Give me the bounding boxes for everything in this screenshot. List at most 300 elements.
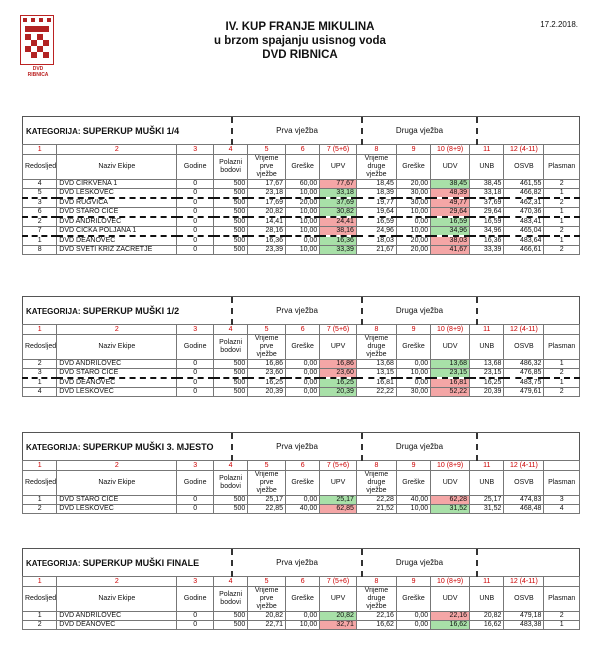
column-number: 6 [286, 325, 320, 335]
column-header: Vrijeme prve vježbe [248, 155, 286, 180]
table-cell: 30,82 [320, 208, 357, 218]
column-number: 7 (5+6) [320, 325, 357, 335]
table-cell: 30,00 [396, 198, 430, 208]
table-cell: 20,82 [248, 208, 286, 218]
table-cell: 20,39 [248, 388, 286, 397]
column-header: OSVB [504, 587, 544, 612]
section-header [22, 548, 580, 576]
table-cell: 52,22 [431, 388, 470, 397]
table-cell: 500 [213, 378, 247, 388]
table-cell: DVD LESKOVEC [57, 189, 177, 199]
table-cell: 2 [544, 198, 580, 208]
table-cell: DVD LESKOVEC [57, 388, 177, 397]
table-row [23, 496, 580, 505]
table-cell: 470,36 [504, 208, 544, 218]
table-cell: 38,03 [431, 236, 470, 246]
table-cell: 461,55 [504, 180, 544, 189]
table-cell: 19,64 [356, 208, 396, 218]
logo-text [18, 66, 58, 78]
column-header: Vrijeme druge vježbe [356, 471, 396, 496]
table-cell: 22,85 [248, 505, 286, 514]
second-exercise-label: Druga vježba [363, 549, 478, 577]
table-cell: 0,00 [396, 217, 430, 227]
column-number: 2 [57, 325, 177, 335]
first-exercise-label: Prva vježba [233, 433, 363, 461]
table-cell: 0 [177, 496, 214, 505]
table-cell: 6 [23, 208, 57, 218]
table-cell: 38,16 [320, 227, 357, 237]
table-cell: 500 [213, 246, 247, 255]
category-label [23, 117, 233, 145]
table-cell: 10,00 [396, 369, 430, 379]
table-cell: 3 [23, 369, 57, 379]
table-cell: DVD ČIČKA POLJANA 1 [57, 227, 177, 237]
table-cell: 24,41 [320, 217, 357, 227]
table-cell: 21,67 [356, 246, 396, 255]
column-header: Redosljed [23, 587, 57, 612]
column-header: UPV [320, 587, 357, 612]
table-cell: 33,39 [320, 246, 357, 255]
table-cell: 2 [544, 246, 580, 255]
table-row [23, 621, 580, 630]
table-cell: 22,22 [356, 388, 396, 397]
table-cell: 23,15 [431, 369, 470, 379]
table-cell: DVD DEANOVEC [57, 236, 177, 246]
table-cell: 10,00 [286, 208, 320, 218]
column-header: Vrijeme druge vježbe [356, 155, 396, 180]
table-cell: 10,00 [396, 227, 430, 237]
table-cell: 48,39 [431, 189, 470, 199]
table-cell: DVD STARO ČIČE [57, 369, 177, 379]
table-cell: 16,25 [470, 378, 504, 388]
table-cell: 2 [544, 369, 580, 379]
column-number: 3 [177, 461, 214, 471]
table-cell: 2 [544, 388, 580, 397]
column-header: UNB [470, 335, 504, 360]
column-header: UNB [470, 471, 504, 496]
column-number: 8 [356, 577, 396, 587]
table-cell: 474,83 [504, 496, 544, 505]
column-number: 5 [248, 325, 286, 335]
table-cell: 500 [213, 496, 247, 505]
table-cell: 18,39 [356, 189, 396, 199]
column-header: UNB [470, 155, 504, 180]
table-cell: 77,67 [320, 180, 357, 189]
table-cell: 1 [544, 360, 580, 369]
table-cell: 0 [177, 378, 214, 388]
table-row [23, 246, 580, 255]
table-cell: 13,68 [356, 360, 396, 369]
table-cell: 16,62 [470, 621, 504, 630]
table-cell: 23,15 [470, 369, 504, 379]
table-cell: 25,17 [320, 496, 357, 505]
table-cell: 0 [177, 180, 214, 189]
results-table [22, 324, 580, 397]
table-cell: 1 [544, 217, 580, 227]
table-cell: 479,61 [504, 388, 544, 397]
table-cell: 20,39 [320, 388, 357, 397]
table-cell: 1 [544, 236, 580, 246]
table-cell: 0,00 [286, 378, 320, 388]
column-number-row [23, 325, 580, 335]
column-number: 3 [177, 577, 214, 587]
table-cell: 20,00 [396, 236, 430, 246]
table-row [23, 378, 580, 388]
column-header: Plasman [544, 335, 580, 360]
table-cell: 10,00 [286, 217, 320, 227]
table-cell: 18,45 [356, 180, 396, 189]
column-header: Greške [286, 155, 320, 180]
checkerboard-shield-icon [21, 16, 53, 64]
column-number: 2 [57, 577, 177, 587]
table-cell: 23,18 [248, 189, 286, 199]
table-cell: 0,00 [396, 612, 430, 621]
column-header: Greške [396, 587, 430, 612]
table-cell: 0,00 [286, 388, 320, 397]
table-cell: 49,77 [431, 198, 470, 208]
table-cell: 483,38 [504, 621, 544, 630]
kategorija-prefix: KATEGORIJA: [26, 307, 81, 316]
column-number: 8 [356, 325, 396, 335]
column-number [544, 145, 580, 155]
column-header: Godine [177, 155, 214, 180]
column-header: Naziv Ekipe [57, 587, 177, 612]
column-number: 11 [470, 461, 504, 471]
table-cell: 10,00 [396, 505, 430, 514]
category-title: SUPERKUP MUŠKI 3. MJESTO [82, 442, 214, 452]
table-cell: 16,36 [470, 236, 504, 246]
column-header: UPV [320, 335, 357, 360]
results-table [22, 460, 580, 514]
table-cell: 0 [177, 612, 214, 621]
column-number-row [23, 461, 580, 471]
column-number: 2 [57, 461, 177, 471]
table-cell: 8 [23, 246, 57, 255]
column-header-row [23, 471, 580, 496]
column-header: Plasman [544, 587, 580, 612]
column-number: 12 (4-11) [504, 461, 544, 471]
column-number: 9 [396, 577, 430, 587]
table-cell: 32,71 [320, 621, 357, 630]
column-header-row [23, 335, 580, 360]
table-cell: 1 [544, 189, 580, 199]
table-cell: 30,00 [396, 189, 430, 199]
table-cell: 2 [23, 360, 57, 369]
dvd-ribnica-logo [20, 15, 54, 65]
table-cell: 0 [177, 208, 214, 218]
column-header: Naziv Ekipe [57, 155, 177, 180]
table-cell: 31,52 [470, 505, 504, 514]
table-cell: 22,28 [356, 496, 396, 505]
column-number: 11 [470, 577, 504, 587]
table-cell: DVD DEANOVEC [57, 621, 177, 630]
table-cell: 0,00 [286, 236, 320, 246]
table-cell: 20,82 [320, 612, 357, 621]
table-cell: 465,04 [504, 227, 544, 237]
table-cell: 25,17 [470, 496, 504, 505]
table-cell: 62,85 [320, 505, 357, 514]
table-cell: 23,60 [320, 369, 357, 379]
title-line3: DVD RIBNICA [262, 49, 338, 61]
table-cell: 0 [177, 236, 214, 246]
column-number-row [23, 145, 580, 155]
table-cell: 20,00 [396, 180, 430, 189]
table-cell: 16,59 [356, 217, 396, 227]
table-cell: 16,25 [248, 378, 286, 388]
column-number [544, 577, 580, 587]
table-cell: 16,86 [320, 360, 357, 369]
table-row [23, 612, 580, 621]
table-cell: 466,82 [504, 189, 544, 199]
column-header: Greške [396, 155, 430, 180]
table-row [23, 505, 580, 514]
column-header: OSVB [504, 155, 544, 180]
table-cell: 33,39 [470, 246, 504, 255]
column-number: 12 (4-11) [504, 577, 544, 587]
column-number: 7 (5+6) [320, 461, 357, 471]
column-number: 10 (8+9) [431, 577, 470, 587]
column-number: 3 [177, 145, 214, 155]
table-cell: 22,16 [356, 612, 396, 621]
second-exercise-label: Druga vježba [363, 297, 478, 325]
column-header: Vrijeme prve vježbe [248, 335, 286, 360]
column-number: 9 [396, 145, 430, 155]
column-number: 6 [286, 577, 320, 587]
table-cell: 4 [544, 505, 580, 514]
table-cell: 10,00 [286, 621, 320, 630]
column-header: Greške [286, 335, 320, 360]
table-cell: DVD STARO ČIČE [57, 496, 177, 505]
table-cell: 500 [213, 208, 247, 218]
table-cell: 38,45 [431, 180, 470, 189]
table-cell: 2 [23, 621, 57, 630]
table-cell: 1 [23, 378, 57, 388]
table-cell: 500 [213, 369, 247, 379]
second-exercise-label: Druga vježba [363, 433, 478, 461]
column-number: 6 [286, 461, 320, 471]
table-cell: DVD CIRKVENA 1 [57, 180, 177, 189]
table-cell: 62,28 [431, 496, 470, 505]
table-cell: 2 [23, 217, 57, 227]
table-cell: 29,64 [431, 208, 470, 218]
table-cell: 16,25 [320, 378, 357, 388]
table-cell: 34,96 [470, 227, 504, 237]
table-cell: 16,59 [470, 217, 504, 227]
category-label [23, 549, 233, 577]
table-cell: 24,96 [356, 227, 396, 237]
column-number: 10 (8+9) [431, 325, 470, 335]
table-cell: 16,81 [431, 378, 470, 388]
title-line2: u brzom spajanju usisnog voda [214, 35, 386, 47]
page-title [150, 20, 450, 62]
table-cell: 23,60 [248, 369, 286, 379]
table-row [23, 227, 580, 237]
column-header: Vrijeme druge vježbe [356, 335, 396, 360]
table-cell: 483,75 [504, 378, 544, 388]
column-header: UDV [431, 587, 470, 612]
column-number: 5 [248, 461, 286, 471]
table-cell: 0 [177, 360, 214, 369]
table-cell: 25,17 [248, 496, 286, 505]
column-number: 4 [213, 325, 247, 335]
column-header: Polazni bodovi [213, 155, 247, 180]
column-number: 1 [23, 145, 57, 155]
column-header: Plasman [544, 471, 580, 496]
column-header: Greške [286, 587, 320, 612]
column-header: UNB [470, 587, 504, 612]
page-header [0, 0, 600, 110]
logo-text-line1: DVD [32, 66, 44, 72]
title-line1: IV. KUP FRANJE MIKULINA [225, 21, 375, 33]
category-title: SUPERKUP MUŠKI 1/2 [82, 306, 180, 316]
table-cell: 3 [544, 496, 580, 505]
table-cell: DVD DEANOVEC [57, 378, 177, 388]
table-cell: 0,00 [396, 360, 430, 369]
column-header: Vrijeme druge vježbe [356, 587, 396, 612]
table-cell: 0 [177, 217, 214, 227]
table-cell: 41,67 [431, 246, 470, 255]
column-header: Polazni bodovi [213, 335, 247, 360]
section-header [22, 432, 580, 460]
table-cell: 500 [213, 180, 247, 189]
table-cell: 10,00 [286, 189, 320, 199]
table-cell: 1 [544, 208, 580, 218]
section-header [22, 296, 580, 324]
table-cell: 16,81 [356, 378, 396, 388]
category-section [22, 296, 580, 397]
column-header: UDV [431, 471, 470, 496]
table-row [23, 236, 580, 246]
column-header: Redosljed [23, 155, 57, 180]
column-header: Polazni bodovi [213, 587, 247, 612]
column-number: 7 (5+6) [320, 577, 357, 587]
table-cell: 4 [23, 180, 57, 189]
column-header: Vrijeme prve vježbe [248, 471, 286, 496]
first-exercise-label: Prva vježba [233, 297, 363, 325]
table-cell: 13,15 [356, 369, 396, 379]
table-cell: 500 [213, 505, 247, 514]
table-cell: 483,41 [504, 217, 544, 227]
table-cell: 20,00 [396, 246, 430, 255]
table-cell: 10,00 [286, 246, 320, 255]
table-cell: 20,00 [286, 198, 320, 208]
table-cell: 483,64 [504, 236, 544, 246]
table-cell: 0 [177, 369, 214, 379]
table-cell: DVD ANDRILOVEC [57, 217, 177, 227]
table-cell: 19,77 [356, 198, 396, 208]
table-cell: 500 [213, 198, 247, 208]
table-cell: 20,82 [470, 612, 504, 621]
table-cell: DVD STARO ČIČE [57, 208, 177, 218]
table-row [23, 208, 580, 218]
logo-text-line2: RIBNICA [27, 72, 49, 78]
column-number: 4 [213, 577, 247, 587]
table-cell: 468,48 [504, 505, 544, 514]
table-cell: 13,68 [431, 360, 470, 369]
table-cell: 30,00 [396, 388, 430, 397]
column-number: 11 [470, 325, 504, 335]
column-header: Vrijeme prve vježbe [248, 587, 286, 612]
kategorija-prefix: KATEGORIJA: [26, 443, 81, 452]
table-cell: 0 [177, 198, 214, 208]
column-header: OSVB [504, 335, 544, 360]
column-header: Naziv Ekipe [57, 335, 177, 360]
column-header: Greške [396, 471, 430, 496]
table-cell: 2 [544, 180, 580, 189]
table-cell: 10,00 [396, 208, 430, 218]
document-date: 17.2.2018. [540, 20, 578, 29]
column-header: UPV [320, 471, 357, 496]
table-cell: 500 [213, 388, 247, 397]
column-number: 7 (5+6) [320, 145, 357, 155]
table-cell: 1 [23, 236, 57, 246]
table-cell: DVD SVETI KRIŽ ZAČRETJE [57, 246, 177, 255]
column-number [544, 461, 580, 471]
table-cell: 7 [23, 227, 57, 237]
category-section [22, 548, 580, 630]
table-cell: 20,82 [248, 612, 286, 621]
table-cell: 2 [544, 612, 580, 621]
category-label [23, 433, 233, 461]
table-row [23, 180, 580, 189]
column-number: 9 [396, 461, 430, 471]
table-row [23, 217, 580, 227]
column-number [544, 325, 580, 335]
kategorija-prefix: KATEGORIJA: [26, 127, 81, 136]
table-cell: 33,18 [320, 189, 357, 199]
table-cell: 1 [544, 621, 580, 630]
first-exercise-label: Prva vježba [233, 549, 363, 577]
column-number: 10 (8+9) [431, 145, 470, 155]
second-exercise-label: Druga vježba [363, 117, 478, 145]
column-header: UPV [320, 155, 357, 180]
column-header: Godine [177, 335, 214, 360]
table-cell: 1 [544, 378, 580, 388]
table-cell: 500 [213, 360, 247, 369]
column-number: 1 [23, 577, 57, 587]
table-cell: DVD LESKOVEC [57, 505, 177, 514]
table-cell: 2 [544, 227, 580, 237]
column-number: 4 [213, 461, 247, 471]
section-header [22, 116, 580, 144]
column-header: Redosljed [23, 471, 57, 496]
table-cell: 5 [23, 189, 57, 199]
category-title: SUPERKUP MUŠKI FINALE [82, 558, 200, 568]
table-cell: 500 [213, 217, 247, 227]
table-cell: 16,62 [431, 621, 470, 630]
results-table [22, 576, 580, 630]
column-number: 8 [356, 145, 396, 155]
column-number: 10 (8+9) [431, 461, 470, 471]
table-cell: 0,00 [286, 360, 320, 369]
table-cell: 0 [177, 246, 214, 255]
category-section [22, 432, 580, 514]
table-cell: 16,59 [431, 217, 470, 227]
table-cell: 16,86 [248, 360, 286, 369]
table-cell: DVD ANDRILOVEC [57, 612, 177, 621]
table-cell: 34,96 [431, 227, 470, 237]
table-cell: DVD RUGVICA [57, 198, 177, 208]
table-cell: 4 [23, 388, 57, 397]
column-header: UDV [431, 335, 470, 360]
table-cell: 13,68 [470, 360, 504, 369]
column-number-row [23, 577, 580, 587]
column-number: 3 [177, 325, 214, 335]
column-number: 1 [23, 461, 57, 471]
table-cell: 17,69 [248, 198, 286, 208]
table-cell: 0 [177, 227, 214, 237]
column-header: Naziv Ekipe [57, 471, 177, 496]
